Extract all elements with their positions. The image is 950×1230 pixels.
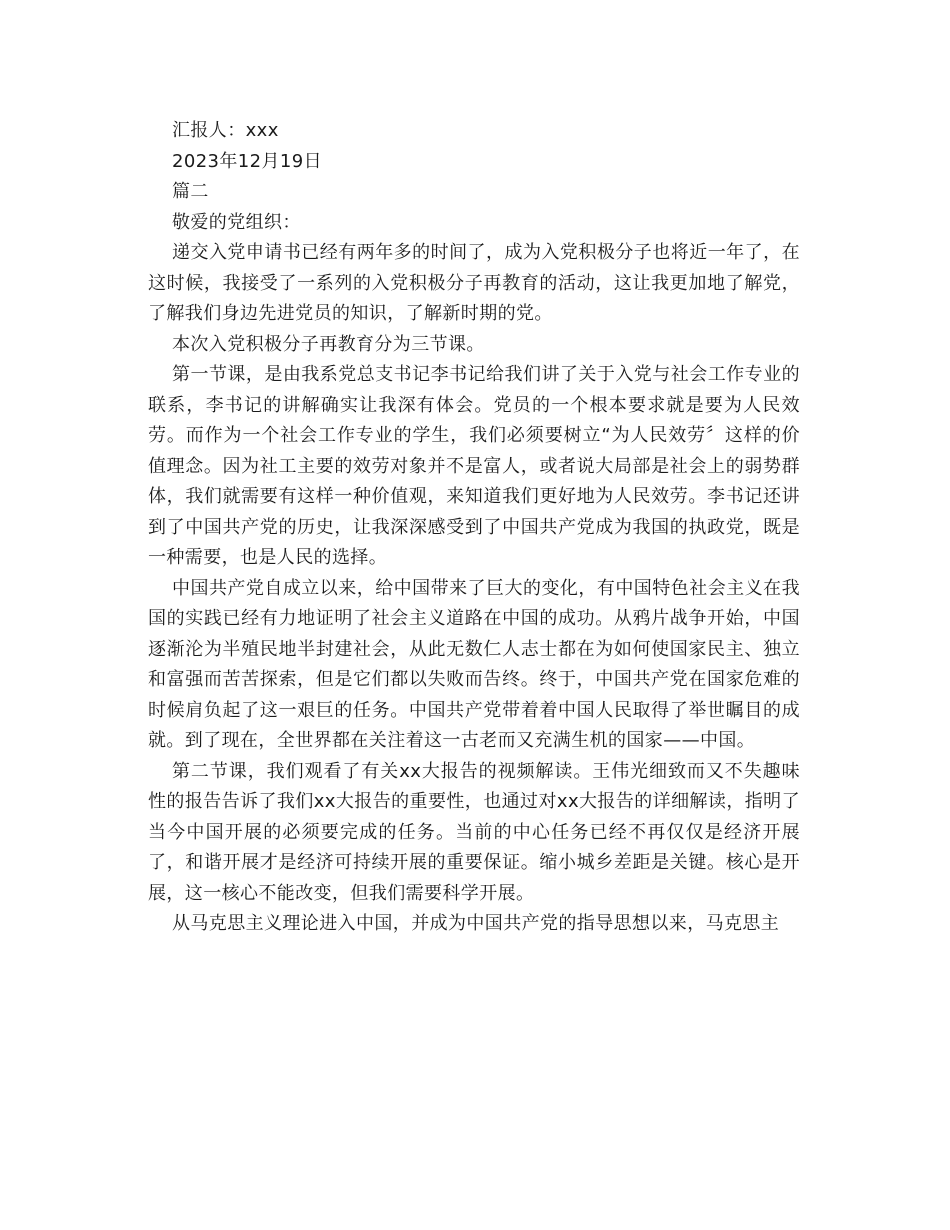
- date-line: 2023年12月19日: [172, 150, 323, 172]
- reporter-line: 汇报人：xxx: [172, 120, 279, 141]
- paragraph-3: 第一节课，是由我系党总支书记李书记给我们讲了关于入党与社会工作专业的联系，李书记的讲解确实让我深有体会。党员的一个根本要求就是要为人民效劳。而作为一个社会工作专业的学生，我们必须要树立“为人民效劳〞这样的价值理念。因为社工主要的效劳对象并不是富人，或者说大局部是社会上的弱势群体，我们就需要有这样一种价值观，来知道我们更好地为人民效劳。李书记还讲到了中国共产党的历史，让我深深感受到了中国共产党成为我国的执政党，既是一种需要，也是人民的选择。: [148, 364, 800, 568]
- paragraph-4: 中国共产党自成立以来，给中国带来了巨大的变化，有中国特色社会主义在我国的实践已经有力地证明了社会主义道路在中国的成功。从鸦片战争开始，中国逐渐沦为半殖民地半封建社会，从此无数仁人志士都在为如何使国家民主、独立和富强而苦苦探索，但是它们都以失败而告终。终于，中国共产党在国家危难的时候肩负起了这一艰巨的任务。中国共产党带着着中国人民取得了举世瞩目的成就。到了现在，全世界都在关注着这一古老而又充满生机的国家——中国。: [148, 577, 800, 751]
- section-title: 篇二: [172, 181, 209, 202]
- paragraph-2: 本次入党积极分子再教育分为三节课。: [172, 333, 485, 355]
- paragraph-5: 第二节课，我们观看了有关xx大报告的视频解读。王伟光细致而又不失趣味性的报告告诉了我们xx大报告的重要性，也通过对xx大报告的详细解读，指明了当今中国开展的必须要完成的任务。当前的中心任务已经不再仅仅是经济开展了，和谐开展才是经济可持续开展的重要保证。缩小城乡差距是关键。核心是开展，这一核心不能改变，但我们需要科学开展。: [148, 760, 800, 904]
- document-body: [148, 116, 800, 940]
- paragraph-6: 从马克思主义理论进入中国，并成为中国共产党的指导思想以来，马克思主: [172, 913, 780, 934]
- paragraph-1: 递交入党申请书已经有两年多的时间了，成为入党积极分子也将近一年了，在这时候，我接受了一系列的入党积极分子再教育的活动，这让我更加地了解党，了解我们身边先进党员的知识，了解新时期的党。: [148, 242, 800, 324]
- salutation: 敬爱的党组织：: [172, 211, 301, 233]
